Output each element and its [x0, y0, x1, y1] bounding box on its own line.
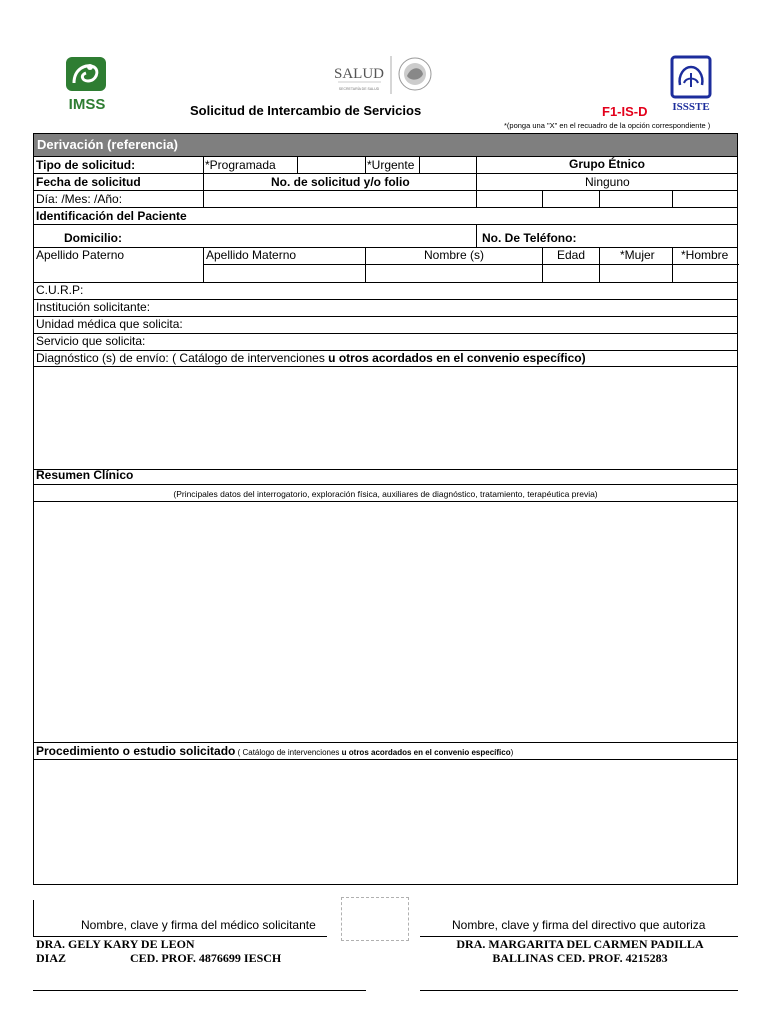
salud-logo-text: SALUD	[333, 66, 385, 82]
resumen-note: (Principales datos del interrogatorio, exploración física, auxiliares de diagnóstico, tratamiento, terapéutica previa)	[173, 489, 598, 499]
diagnostico-field[interactable]	[34, 366, 737, 469]
left-doctor-name: DRA. GELY KARY DE LEON DIAZ	[36, 937, 195, 965]
grupo-etnico-label: Grupo Étnico	[569, 157, 645, 171]
no-solicitud-label: No. de solicitud y/o folio	[271, 175, 410, 189]
urgente-checkbox[interactable]	[419, 156, 476, 173]
dia-mes-anio-label: Día: /Mes: /Año:	[36, 192, 123, 206]
left-doctor-ced: CED. PROF. 4876699 IESCH	[130, 951, 282, 965]
procedimiento-label: Procedimiento o estudio solicitado ( Catálogo de intervenciones u otros acordados en el convenio específico)	[36, 744, 514, 758]
domicilio-label: Domicilio:	[64, 231, 123, 245]
right-director-ced: BALLINAS CED. PROF. 4215283	[492, 951, 668, 965]
form-title: Solicitud de Intercambio de Servicios	[190, 103, 422, 118]
salud-logo	[333, 52, 443, 98]
right-director-name: DRA. MARGARITA DEL CARMEN PADILLA	[456, 937, 704, 951]
form-code: F1-IS-D	[602, 104, 648, 119]
issste-logo	[668, 55, 714, 113]
tipo-solicitud-label: Tipo de solicitud:	[36, 158, 136, 172]
identificacion-label: Identificación del Paciente	[36, 209, 187, 223]
unidad-medica-label: Unidad médica que solicita:	[36, 317, 183, 331]
issste-logo-text: ISSSTE	[672, 101, 710, 113]
referral-form	[33, 133, 738, 885]
salud-logo-subtext: SECRETARÍA DE SALUD	[338, 87, 380, 91]
apellido-materno-label: Apellido Materno	[206, 248, 297, 262]
diagnostico-label: Diagnóstico (s) de envío: ( Catálogo de intervenciones u otros acordados en el convenio específico)	[36, 351, 586, 365]
resumen-field[interactable]	[34, 501, 737, 742]
programada-checkbox[interactable]	[297, 156, 365, 173]
resumen-clinico-label: Resumen Clínico	[36, 468, 134, 482]
servicio-label: Servicio que solicita:	[36, 334, 146, 348]
section-header: Derivación (referencia)	[34, 134, 737, 156]
procedimiento-field[interactable]	[34, 759, 737, 885]
imss-logo	[60, 55, 114, 113]
institucion-label: Institución solicitante:	[36, 300, 151, 314]
instruction-note: *(ponga una "X" en el recuadro de la opción correspondiente )	[504, 121, 711, 130]
curp-label: C.U.R.P:	[36, 283, 84, 297]
hombre-label: *Hombre	[681, 248, 729, 262]
right-signature-caption: Nombre, clave y firma del directivo que autoriza	[452, 918, 706, 932]
mujer-label: *Mujer	[620, 248, 655, 262]
ninguno-label: Ninguno	[585, 175, 630, 189]
programada-label: *Programada	[205, 158, 276, 172]
stamp-box	[341, 897, 409, 941]
apellido-paterno-label: Apellido Paterno	[36, 248, 125, 262]
imss-logo-text: IMSS	[68, 96, 106, 113]
edad-label: Edad	[557, 248, 586, 262]
left-signature-caption: Nombre, clave y firma del médico solicitante	[81, 918, 316, 932]
telefono-label: No. De Teléfono:	[482, 231, 577, 245]
fecha-solicitud-label: Fecha de solicitud	[36, 175, 141, 189]
urgente-label: *Urgente	[367, 158, 415, 172]
nombres-label: Nombre (s)	[424, 248, 485, 262]
